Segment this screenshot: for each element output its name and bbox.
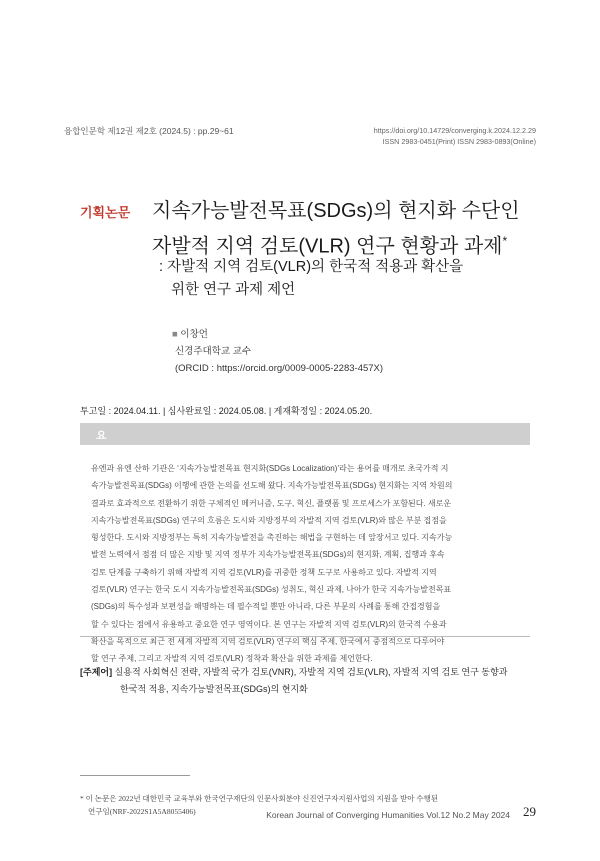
author-block xyxy=(172,326,383,377)
title-footnote-mark: * xyxy=(502,234,508,248)
author-name: 이창언 xyxy=(180,329,208,340)
abstract-label: 요 약 xyxy=(96,430,114,458)
article-title xyxy=(152,196,520,262)
footnote-line-1: * 이 논문은 2022년 대한민국 교육부와 한국연구재단의 인문사회분야 신진연구자지원사업의 지원을 받아 수행된 xyxy=(80,794,439,803)
page-number: 29 xyxy=(523,804,536,819)
footnote-line-2: 연구임(NRF-2022S1A5A8055406) xyxy=(88,807,196,816)
abstract-header-bar xyxy=(80,423,530,445)
doi-issn-block xyxy=(374,125,536,147)
bullet-icon: ■ xyxy=(172,329,178,340)
journal-info: 융합인문학 제12권 제2호 (2024.5) : pp.29~61 xyxy=(64,126,234,136)
abstract-line: 유엔과 유엔 산하 기관은 ‘지속가능발전목표 현지화(SDGs Localization)’라는 용어를 매개로 초국가적 지 xyxy=(91,464,449,473)
abstract-line: 할 수 있다는 점에서 유용하고 중요한 연구 영역이다. 본 연구는 자발적 지역 검토(VLR)의 한국적 수용과 xyxy=(91,619,447,629)
footer-journal: Korean Journal of Converging Humanities Vol.12 No.2 May 2024 xyxy=(266,810,510,820)
keywords-label: [주제어] xyxy=(80,667,113,677)
subtitle-line-1: : 자발적 지역 검토(VLR)의 한국적 적용과 확산을 xyxy=(159,259,464,275)
article-subtitle xyxy=(159,256,463,302)
abstract-line: 검토 단계를 구축하기 위해 자발적 지역 검토(VLR)를 귀중한 정책 도구로 사용하고 있다. 자발적 지역 xyxy=(91,567,437,577)
abstract-line: 확산을 목적으로 최근 전 세계 자발적 지역 검토(VLR) 연구의 핵심 주제, 한국에서 중점적으로 다루어야 xyxy=(91,636,445,646)
author-orcid[interactable]: (ORCID : https://orcid.org/0009-0005-2283-457X) xyxy=(175,363,384,374)
abstract-line: 형성한다. 도시와 지방정부는 특히 지속가능발전을 촉진하는 해법을 구현하는 데 앞장서고 있다. 지속가능 xyxy=(91,533,453,543)
submission-dates: 투고일 : 2024.04.11. | 심사완료일 : 2024.05.08. | 게재확정일 : 2024.05.20. xyxy=(80,406,373,416)
keywords-line-2: 한국적 적용, 지속가능발전목표(SDGs)의 현지화 xyxy=(120,684,308,694)
abstract-line: 발전 노력에서 점점 더 많은 지방 및 지역 정부가 지속가능발전목표(SDGs)의 현지화, 계획, 집행과 후속 xyxy=(91,550,445,560)
footnote-divider xyxy=(80,775,190,776)
title-line-2: 자발적 지역 검토(VLR) 연구 현황과 과제* xyxy=(152,234,508,258)
abstract-line: 할 연구 주제, 그리고 자발적 지역 검토(VLR) 정착과 확산을 위한 과제를 제언한다. xyxy=(91,654,373,664)
abstract-line: 결과로 효과적으로 전환하기 위한 구체적인 메커니즘, 도구, 혁신, 플랫폼 및 프로세스가 포함된다. 새로운 xyxy=(91,498,452,508)
author-affiliation: 신경주대학교 교수 xyxy=(175,346,252,357)
keywords-line-1: [주제어] 실용적 사회혁신 전략, 자발적 국가 검토(VNR), 자발적 지역 검토(VLR), 자발적 지역 검토 연구 동향과 xyxy=(80,667,508,677)
abstract-line: 검토(VLR) 연구는 한국 도시 지속가능발전목표(SDGs) 성취도, 혁신 과제, 나아가 한국 지속가능발전목표 xyxy=(91,585,452,595)
author-name-line xyxy=(172,326,383,343)
keywords-block xyxy=(80,664,530,698)
abstract-divider xyxy=(80,636,530,637)
subtitle-line-2: 위한 연구 과제 제언 xyxy=(171,282,296,298)
article-category: 기획논문 xyxy=(80,205,131,220)
abstract-line: 속가능발전목표(SDGs) 이행에 관한 논의를 선도해 왔다. 지속가능발전목표(SDGs) 현지화는 지역 차원의 xyxy=(91,481,453,491)
title-line-1: 지속가능발전목표(SDGs)의 현지화 수단인 xyxy=(152,200,520,222)
abstract-line: (SDGs)의 특수성과 보편성을 해명하는 데 필수적일 뿐만 아니라, 다른 부문의 사례를 통해 간접경험을 xyxy=(91,602,441,612)
issn-text: ISSN 2983-0451(Print) ISSN 2983-0893(Online) xyxy=(382,137,536,146)
abstract-line: 지속가능발전목표(SDGs) 연구의 흐름은 도시와 지방정부의 자발적 지역 검토(VLR)와 많은 부분 접점을 xyxy=(91,515,447,525)
doi-link[interactable]: https://doi.org/10.14729/converging.k.2024.12.2.29 xyxy=(373,126,536,135)
